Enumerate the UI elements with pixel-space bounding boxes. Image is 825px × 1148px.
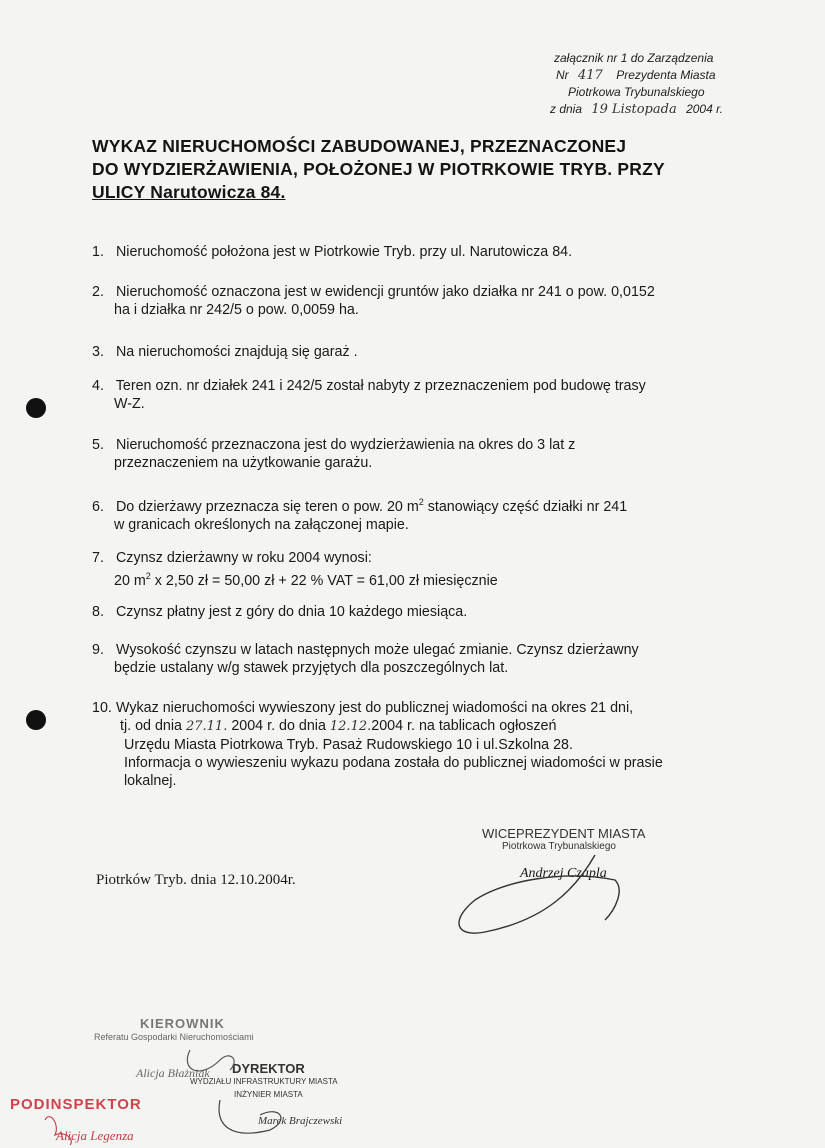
ordinance-number: 417	[578, 68, 603, 83]
list-item: 6. Do dzierżawy przeznacza się teren o pow. 20 $m^2$ stanowiący część działki nr 241 w granicach określonych na załączonej mapie.	[92, 497, 628, 533]
posting-end-date: 12.12.	[329, 719, 372, 734]
title-line-3: ULICY Narutowicza 84.	[92, 182, 286, 202]
punch-hole-bottom	[26, 710, 46, 730]
reference-line-1: załącznik nr 1 do Zarządzenia	[554, 51, 714, 65]
reference-line-3: Piotrkowa Trybunalskiego	[568, 85, 705, 99]
list-item: 7. Czynsz dzierżawny w roku 2004 wynosi: 20 $m^2$ x 2,50 zł = 50,00 zł + 22 % VAT = 61,00 zł miesięcznie	[92, 550, 498, 589]
ordinance-date: 19 Listopada	[591, 102, 677, 117]
list-item: 9. Wysokość czynszu w latach następnych może ulegać zmianie. Czynsz dzierżawny będzie ustalany w/g stawek przyjętych dla poszczególnych lat.	[92, 642, 639, 676]
signatory-subtitle: Piotrkowa Trybunalskiego	[502, 841, 616, 852]
reference-line-4: z dnia 19 Listopada 2004 r.	[550, 102, 723, 117]
title-line-2: DO WYDZIERŻAWIENIA, POŁOŻONEJ W PIOTRKOWIE TRYB. PRZY	[92, 159, 665, 179]
stamp-podinspektor-name: Alicja Legenza	[56, 1128, 134, 1143]
stamp-inzynier: INŻYNIER MIASTA	[234, 1090, 303, 1099]
stamp-wydzial: WYDZIAŁU INFRASTRUKTURY MIASTA	[190, 1077, 338, 1086]
stamp-dyrektor: DYREKTOR	[232, 1061, 305, 1076]
list-item: 4. Teren ozn. nr działek 241 i 242/5 został nabyty z przeznaczeniem pod budowę trasy W-Z.	[92, 378, 646, 412]
stamp-dyrektor-name: Marek Brajczewski	[258, 1115, 343, 1127]
reference-line-2: Nr 417 Prezydenta Miasta	[556, 68, 716, 83]
list-item: 8. Czynsz płatny jest z góry do dnia 10 każdego miesiąca.	[92, 604, 468, 620]
list-item: 10. Wykaz nieruchomości wywieszony jest do publicznej wiadomości na okres 21 dni, tj. od dnia 27.11. 2004 r. do dnia 12.12.2004 r. na tablicach ogłoszeń Urzędu Miasta Piotrkowa Tryb. Pasaż Rudowskiego 10 i ul.Szkolna 28. Informacja o wywieszeniu wykazu podana została do publicznej wiadomości w prasie lokalnej.	[92, 700, 663, 789]
signature-scribble	[445, 850, 645, 940]
place-date: Piotrków Tryb. dnia 12.10.2004r.	[96, 872, 296, 888]
punch-hole-top	[26, 398, 46, 418]
stamp-kierownik: KIEROWNIK	[140, 1016, 225, 1031]
title-line-1: WYKAZ NIERUCHOMOŚCI ZABUDOWANEJ, PRZEZNACZONEJ	[92, 136, 627, 156]
list-item: 5. Nieruchomość przeznaczona jest do wydzierżawienia na okres do 3 lat z przeznaczeniem na użytkowanie garażu.	[92, 437, 576, 471]
list-item: 3. Na nieruchomości znajdują się garaż .	[92, 344, 358, 360]
stamp-referat: Referatu Gospodarki Nieruchomościami	[94, 1032, 254, 1042]
document-reference	[550, 50, 723, 118]
stamp-kierownik-name: Alicja Błażniak	[136, 1066, 210, 1080]
posting-start-date: 27.11.	[185, 719, 228, 734]
stamp-podinspektor: PODINSPEKTOR	[10, 1096, 142, 1113]
signatory-name: Andrzej Czapla	[520, 866, 607, 881]
signatory-title: WICEPREZYDENT MIASTA	[482, 826, 646, 841]
initials-scribbles	[30, 1030, 350, 1145]
list-item: 2. Nieruchomość oznaczona jest w ewidencji gruntów jako działka nr 241 o pow. 0,0152 ha i działka nr 242/5 o pow. 0,0059 ha.	[92, 284, 655, 318]
list-item: 1. Nieruchomość położona jest w Piotrkowie Tryb. przy ul. Narutowicza 84.	[92, 244, 573, 260]
document-title	[92, 135, 782, 204]
